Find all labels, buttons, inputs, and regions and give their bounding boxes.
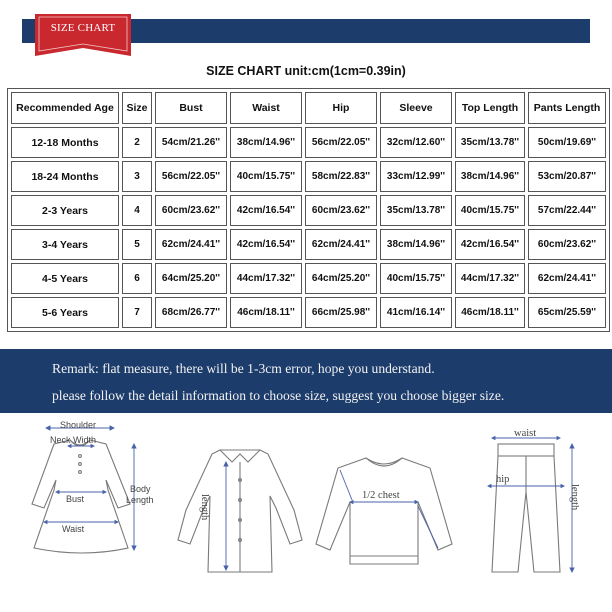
cell-waist: 42cm/16.54'' xyxy=(230,229,302,260)
dress-bust-label: Bust xyxy=(66,494,85,504)
cell-waist: 42cm/16.54'' xyxy=(230,195,302,226)
header-hip: Hip xyxy=(305,92,377,124)
table-header-row xyxy=(11,92,606,124)
shirt-length-label: length xyxy=(199,494,210,521)
cell-top-length: 44cm/17.32'' xyxy=(455,263,525,294)
cell-size: 5 xyxy=(122,229,152,260)
cell-bust: 64cm/25.20'' xyxy=(155,263,227,294)
cell-sleeve: 35cm/13.78'' xyxy=(380,195,452,226)
dress-diagram xyxy=(2,418,170,568)
table-row xyxy=(11,195,606,226)
cell-bust: 60cm/23.62'' xyxy=(155,195,227,226)
cell-hip: 60cm/23.62'' xyxy=(305,195,377,226)
cell-size: 4 xyxy=(122,195,152,226)
remark-line-2: please follow the detail information to choose size, suggest you choose bigger size. xyxy=(52,388,505,403)
cell-pants-length: 65cm/25.59'' xyxy=(528,297,606,328)
dress-shoulder-label: Shoulder xyxy=(60,420,97,430)
ribbon-label: SIZE CHART xyxy=(50,22,116,34)
cell-age: 5-6 Years xyxy=(11,297,119,328)
pants-length-label: length xyxy=(569,484,580,511)
cell-top-length: 46cm/18.11'' xyxy=(455,297,525,328)
cell-age: 2-3 Years xyxy=(11,195,119,226)
table-row xyxy=(11,127,606,158)
cell-bust: 62cm/24.41'' xyxy=(155,229,227,260)
dress-body-label: Body xyxy=(130,484,151,494)
header-top-length: Top Length xyxy=(455,92,525,124)
cell-top-length: 38cm/14.96'' xyxy=(455,161,525,192)
cell-age: 12-18 Months xyxy=(11,127,119,158)
table-row xyxy=(11,297,606,328)
cell-bust: 54cm/21.26'' xyxy=(155,127,227,158)
cell-age: 3-4 Years xyxy=(11,229,119,260)
pants-waist-label: waist xyxy=(514,428,537,439)
header-pants-length: Pants Length xyxy=(528,92,606,124)
size-chart-ribbon xyxy=(33,14,133,58)
cell-hip: 58cm/22.83'' xyxy=(305,161,377,192)
chart-title: SIZE CHART unit:cm(1cm=0.39in) xyxy=(206,64,406,78)
cell-hip: 56cm/22.05'' xyxy=(305,127,377,158)
cell-hip: 66cm/25.98'' xyxy=(305,297,377,328)
cell-pants-length: 60cm/23.62'' xyxy=(528,229,606,260)
shirt-drawing xyxy=(174,440,306,580)
pants-hip-label: hip xyxy=(496,474,510,485)
cell-waist: 38cm/14.96'' xyxy=(230,127,302,158)
header-size: Size xyxy=(122,92,152,124)
cell-sleeve: 33cm/12.99'' xyxy=(380,161,452,192)
cell-size: 7 xyxy=(122,297,152,328)
shirt-diagram xyxy=(174,440,306,580)
cell-age: 4-5 Years xyxy=(11,263,119,294)
cell-bust: 68cm/26.77'' xyxy=(155,297,227,328)
cell-sleeve: 40cm/15.75'' xyxy=(380,263,452,294)
table-row xyxy=(11,229,606,260)
cell-sleeve: 38cm/14.96'' xyxy=(380,229,452,260)
cell-bust: 56cm/22.05'' xyxy=(155,161,227,192)
cell-hip: 64cm/25.20'' xyxy=(305,263,377,294)
header-sleeve: Sleeve xyxy=(380,92,452,124)
header-bust: Bust xyxy=(155,92,227,124)
cell-pants-length: 62cm/24.41'' xyxy=(528,263,606,294)
dress-waist-label: Waist xyxy=(62,524,85,534)
header-recommended-age: Recommended Age xyxy=(11,92,119,124)
cell-sleeve: 32cm/12.60'' xyxy=(380,127,452,158)
cell-top-length: 35cm/13.78'' xyxy=(455,127,525,158)
cell-age: 18-24 Months xyxy=(11,161,119,192)
pants-diagram xyxy=(484,424,584,578)
remark-line-1: Remark: flat measure, there will be 1-3cm error, hope you understand. xyxy=(52,361,435,376)
cell-size: 3 xyxy=(122,161,152,192)
ribbon-shape xyxy=(33,14,133,58)
cell-hip: 62cm/24.41'' xyxy=(305,229,377,260)
sweater-drawing xyxy=(314,452,454,570)
cell-size: 2 xyxy=(122,127,152,158)
cell-sleeve: 41cm/16.14'' xyxy=(380,297,452,328)
cell-top-length: 40cm/15.75'' xyxy=(455,195,525,226)
cell-top-length: 42cm/16.54'' xyxy=(455,229,525,260)
sweater-diagram xyxy=(314,452,454,570)
table-row xyxy=(11,161,606,192)
table-row xyxy=(11,263,606,294)
header-waist: Waist xyxy=(230,92,302,124)
cell-waist: 40cm/15.75'' xyxy=(230,161,302,192)
cell-size: 6 xyxy=(122,263,152,294)
dress-neck-width-label: Neck Width xyxy=(50,435,97,445)
cell-pants-length: 53cm/20.87'' xyxy=(528,161,606,192)
cell-pants-length: 57cm/22.44'' xyxy=(528,195,606,226)
size-table xyxy=(7,88,610,332)
cell-waist: 46cm/18.11'' xyxy=(230,297,302,328)
dress-length-label: Length xyxy=(126,495,154,505)
cell-waist: 44cm/17.32'' xyxy=(230,263,302,294)
cell-pants-length: 50cm/19.69'' xyxy=(528,127,606,158)
sweater-chest-label: 1/2 chest xyxy=(362,490,400,501)
